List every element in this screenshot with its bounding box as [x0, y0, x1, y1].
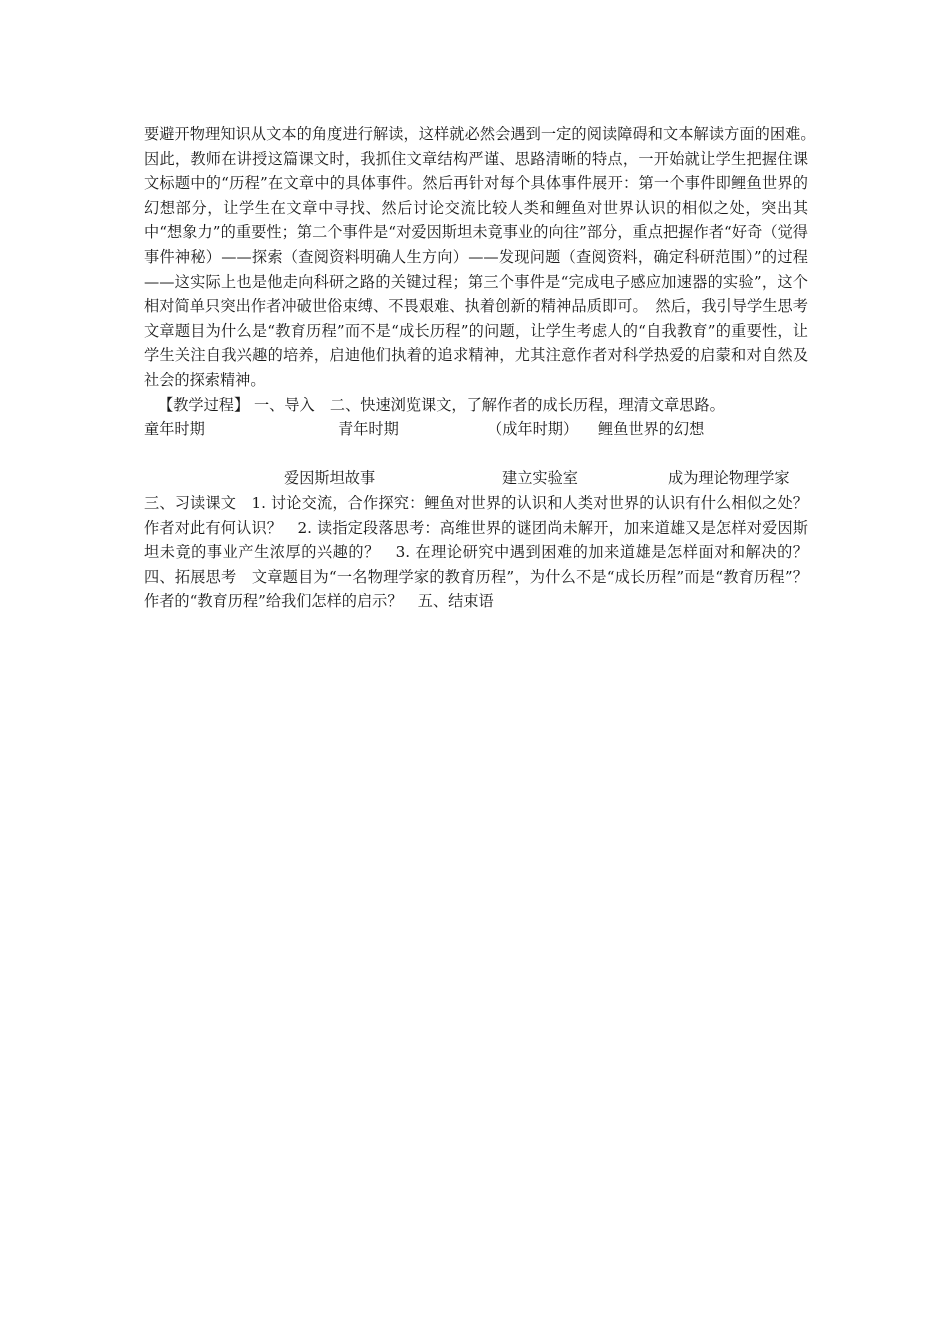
teaching-design-paragraph: 要避开物理知识从文本的角度进行解读，这样就必然会遇到一定的阅读障碍和文本解读方面的困难。 因此，教师在讲授这篇课文时，我抓住文章结构严谨、思路清晰的特点，一开始就让学生把握住课文标题中的“历程”在文章中的具体事件。然后再针对每个具体事件展开：第一个事件即鲤鱼世界的幻想部分，让学生在文章中寻找、然后讨论交流比较人类和鲤鱼对世界认识的相似之处，突出其中“想象力”的重要性；第二个事件是“对爱因斯坦未竟事业的向往”部分，重点把握作者“好奇（觉得事件神秘）——探索（查阅资料明确人生方向）——发现问题（查阅资料，确定科研范围）”的过程——这实际上也是他走向科研之路的关键过程；第三个事件是“完成电子感应加速器的实验”，这个相对简单只突出作者冲破世俗束缚、不畏艰难、执着创新的精神品质即可。 然后，我引导学生思考文章题目为什么是“教育历程”而不是“成长历程”的问题，让学生考虑人的“自我教育”的重要性，让学生关注自我兴趣的培养，启迪他们执着的追求精神，尤其注意作者对科学热爱的启蒙和对自然及社会的探索精神。: [144, 125, 824, 389]
teaching-process-line: [144, 393, 808, 418]
timeline-adult: （成年时期）: [487, 420, 579, 439]
timeline-youth: 青年时期: [338, 420, 399, 439]
teaching-process-text: 【教学过程】 一、导入 二、快速浏览课文，了解作者的成长历程，理清文章思路。: [158, 395, 725, 414]
timeline-carp-world: 鲤鱼世界的幻想: [598, 420, 705, 439]
document-body: [144, 122, 824, 614]
timeline-childhood: 童年时期: [144, 420, 205, 439]
timeline-build-lab: 建立实验室: [502, 469, 578, 488]
timeline-spacer: [144, 442, 808, 467]
timeline-theoretical-physicist: 成为理论物理学家: [668, 469, 790, 488]
timeline-row-events: [144, 466, 808, 491]
timeline-row-periods: [144, 417, 808, 442]
reading-exercise-paragraph: 三、习读课文 1. 讨论交流，合作探究：鲤鱼对世界的认识和人类对世界的认识有什么相似之处？作者对此有何认识？ 2. 读指定段落思考：高维世界的谜团尚未解开，加来道雄又是怎样对爱因斯坦未竟的事业产生浓厚的兴趣的？ 3. 在理论研究中遇到困难的加来道雄是怎样面对和解决的？ 四、拓展思考 文章题目为“一名物理学家的教育历程”，为什么不是“成长历程”而是“教育历程”？作者的“教育历程”给我们怎样的启示？ 五、结束语: [144, 493, 824, 611]
timeline-einstein-story: 爱因斯坦故事: [284, 469, 376, 488]
